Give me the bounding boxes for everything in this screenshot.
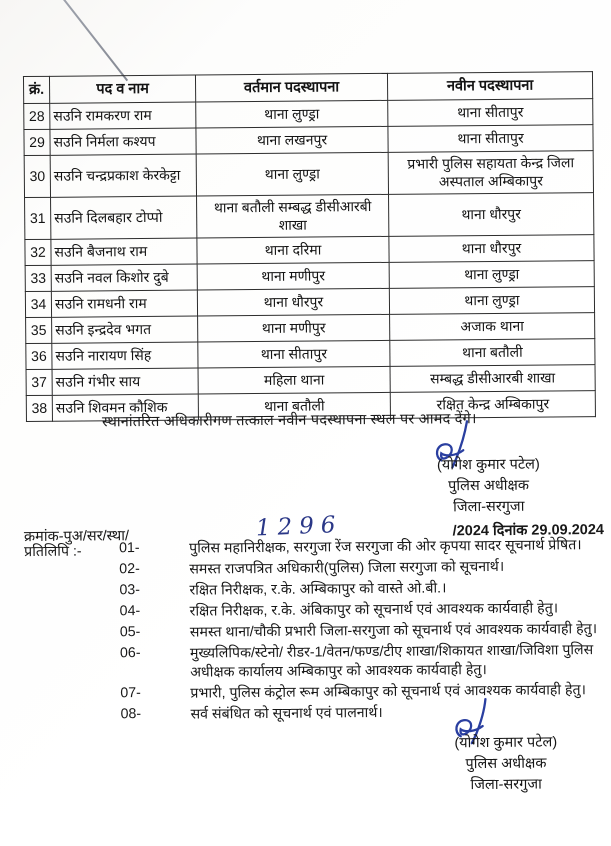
signatory-designation: पुलिस अधीक्षक [465, 755, 547, 773]
copy-item-number: 06- [119, 645, 141, 662]
copy-item [120, 702, 603, 726]
scan-crease-line [61, 0, 128, 81]
copy-item-text: समस्त राजपत्रित अधिकारी(पुलिस) जिला सरगुजा को सूचनार्थ। [189, 558, 505, 578]
cell-new-posting: अजाक थाना [390, 313, 595, 341]
col-header-name: पद व नाम [49, 75, 195, 103]
copy-item [120, 620, 603, 644]
cell-current-posting: थाना बतौली सम्बद्ध डीसीआरबी शाखा [197, 194, 389, 238]
col-header-current-posting: वर्तमान पदस्थापना [195, 73, 387, 102]
copy-item [119, 557, 602, 581]
col-header-new-posting: नवीन पदस्थापना [387, 72, 592, 101]
reference-label: क्रमांक-पुअ/सर/स्था/ [23, 528, 130, 546]
cell-new-posting: थाना सीतापुर [388, 125, 593, 153]
cell-current-posting: थाना सीतापुर [198, 340, 390, 368]
cell-name: सउनि दिलबहार टोप्पो [51, 196, 197, 239]
cell-current-posting: थाना लखनपुर [196, 126, 388, 154]
cell-name: सउनि चन्द्रप्रकाश केरकेट्टा [50, 154, 196, 197]
cell-serial: 38 [26, 395, 52, 421]
cell-serial: 30 [24, 155, 50, 197]
cell-new-posting: प्रभारी पुलिस सहायता केन्द्र जिला अस्पताल अम्बिकापुर [388, 151, 593, 195]
note-line: स्थानांतरित अधिकारीगण तत्काल नवीन पदस्थापना स्थल पर आमद देंगे। [101, 411, 477, 431]
cell-serial: 32 [25, 239, 51, 265]
copy-item-number: 01- [119, 540, 140, 557]
copy-item-text: रक्षित निरीक्षक, र.के. अंबिकापुर को सूचनार्थ एवं आवश्यक कार्यवाही हेतु। [189, 600, 559, 620]
cell-current-posting: थाना लुण्ड्रा [196, 100, 388, 128]
copy-item-number: 02- [119, 561, 140, 578]
signatory-district: जिला-सरगुजा [453, 498, 525, 516]
copy-item-text: सर्व संबंधित को सूचनार्थ एवं पालनार्थ। [190, 705, 383, 724]
copy-item-text: मुख्यलिपिक/स्टेनो/ रीडर-1/वेतन/फण्ड/टीए शाखा/शिकायत शाखा/जिविशा पुलिस अधीक्षक कार्यालय अम्बिकापुर को आवश्यक कार्यवाही हेतु। [189, 642, 594, 682]
cell-serial: 35 [26, 317, 52, 343]
cell-name: सउनि रामधनी राम [51, 290, 197, 317]
copy-item [120, 681, 603, 705]
copy-item-number: 07- [120, 685, 141, 702]
cell-current-posting: थाना दरिमा [197, 236, 389, 264]
reference-date: /2024 दिनांक 29.09.2024 [452, 522, 605, 540]
cell-serial: 37 [26, 369, 52, 395]
cell-name: सउनि गंभीर साय [52, 368, 198, 395]
copy-item [120, 641, 603, 684]
cell-new-posting: थाना लुण्ड्रा [389, 261, 594, 289]
cell-name: सउनि नारायण सिंह [52, 342, 198, 369]
copy-item [119, 536, 602, 560]
copy-item [120, 599, 603, 623]
copy-item-text: रक्षित निरीक्षक, र.के. अम्बिकापुर को वास्ते ओ.बी.। [189, 580, 447, 599]
cell-serial: 31 [25, 197, 51, 239]
signature-block [408, 454, 569, 518]
cell-serial: 36 [26, 343, 52, 369]
cell-serial: 34 [25, 291, 51, 317]
copy-item-number: 05- [119, 624, 141, 641]
copy-item [119, 578, 602, 602]
signature-block [426, 732, 587, 796]
table-body [24, 99, 596, 422]
cell-serial: 28 [24, 103, 50, 129]
cell-name: सउनि शिवमन कौशिक [52, 394, 198, 421]
cell-new-posting: सम्बद्ध डीसीआरबी शाखा [390, 365, 595, 393]
cell-current-posting: थाना मणीपुर [198, 314, 390, 342]
reference-number-handwritten: 1296 [255, 511, 343, 542]
copy-item-text: समस्त थाना/चौकी प्रभारी जिला-सरगुजा को सूचनार्थ एवं आवश्यक कार्यवाही हेतु। [189, 621, 598, 641]
cell-serial: 29 [24, 129, 50, 155]
cell-current-posting: थाना धौरपुर [197, 288, 389, 316]
cell-new-posting: रक्षित केन्द्र अम्बिकापुर [390, 391, 595, 419]
copy-items-list [119, 536, 604, 728]
cell-name: सउनि निर्मला कश्यप [50, 128, 196, 155]
cell-new-posting: थाना लुण्ड्रा [389, 287, 594, 315]
cell-name: सउनि इन्द्रदेव भगत [52, 316, 198, 343]
cell-current-posting: थाना लुण्ड्रा [196, 152, 388, 196]
col-header-serial: क्रं. [23, 76, 49, 103]
copy-item-text: प्रभारी, पुलिस कंट्रोल रूम अम्बिकापुर को सूचनार्थ एवं आवश्यक कार्यवाही हेतु। [190, 682, 587, 703]
cell-new-posting: थाना धौरपुर [389, 193, 594, 237]
cell-new-posting: थाना सीतापुर [388, 99, 593, 127]
signatory-name: (योगेश कुमार पटेल) [436, 456, 540, 474]
transfer-table [23, 71, 596, 422]
signatory-name: (योगेश कुमार पटेल) [454, 734, 558, 752]
table-row [25, 193, 594, 240]
copy-label: प्रतिलिपि :- [24, 543, 82, 561]
cell-new-posting: थाना धौरपुर [389, 235, 594, 263]
cell-serial: 33 [25, 265, 51, 291]
cell-current-posting: थाना बतौली [198, 392, 390, 420]
copy-item-number: 03- [119, 582, 141, 599]
signatory-district: जिला-सरगुजा [470, 776, 542, 794]
table-row [24, 151, 593, 198]
cell-new-posting: थाना बतौली [390, 339, 595, 367]
copy-item-number: 08- [120, 706, 142, 723]
copy-item-text: पुलिस महानिरीक्षक, सरगुजा रेंज सरगुजा की ओर कृपया सादर सूचनार्थ प्रेषित। [189, 537, 582, 557]
signatory-designation: पुलिस अधीक्षक [448, 477, 530, 495]
cell-current-posting: महिला थाना [198, 366, 390, 394]
cell-name: सउनि रामकरण राम [50, 102, 196, 129]
copy-item-number: 04- [119, 603, 141, 620]
cell-name: सउनि बैजनाथ राम [51, 238, 197, 265]
cell-current-posting: थाना मणीपुर [197, 262, 389, 290]
cell-name: सउनि नवल किशोर दुबे [51, 264, 197, 291]
